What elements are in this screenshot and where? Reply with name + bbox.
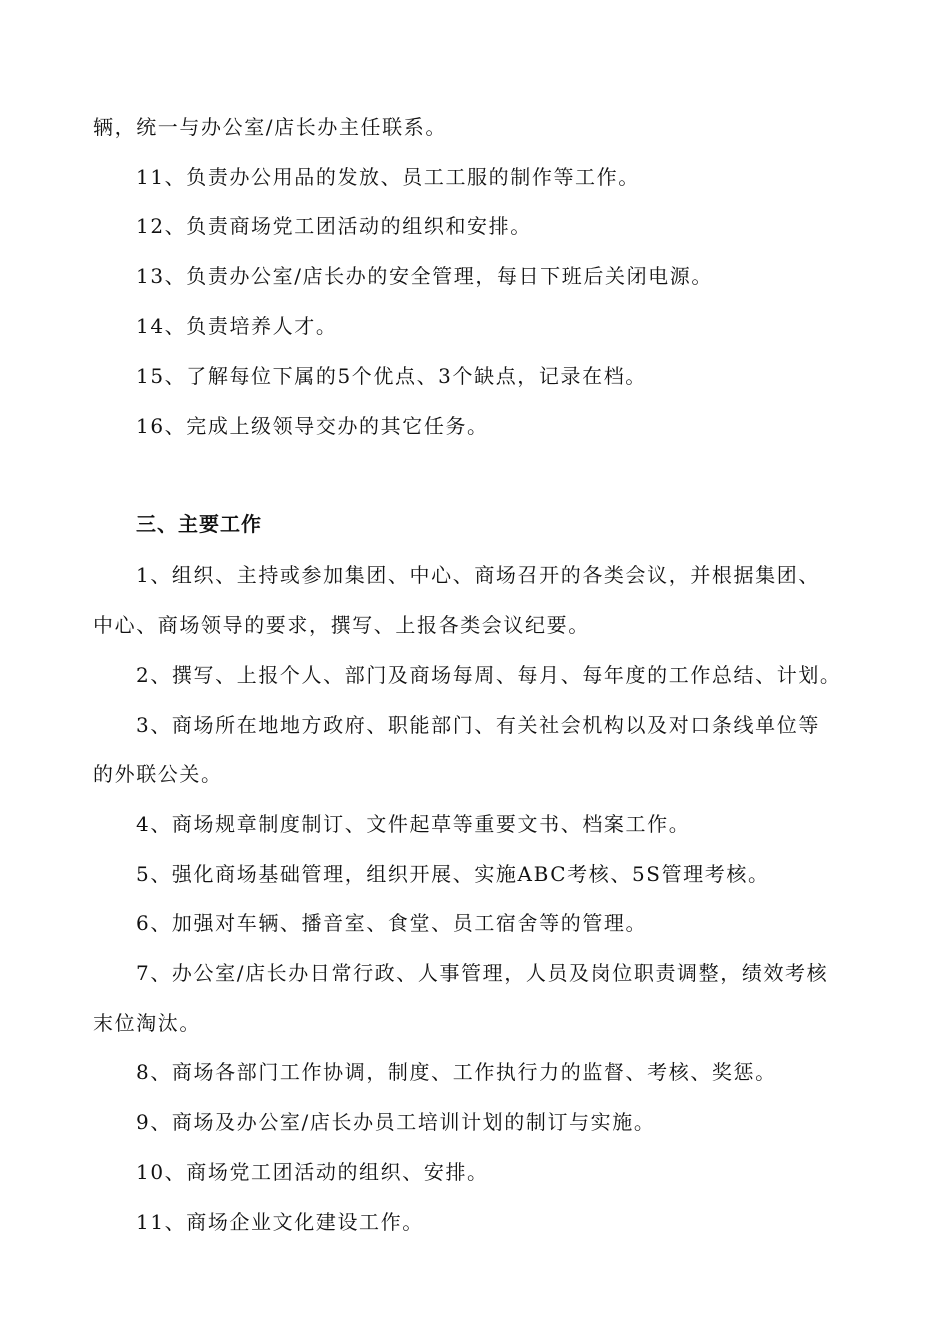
duty-item-11: 11、负责办公用品的发放、员工工服的制作等工作。: [136, 165, 640, 189]
work-item-11: 11、商场企业文化建设工作。: [136, 1210, 424, 1234]
duty-item-13: 13、负责办公室/店长办的安全管理，每日下班后关闭电源。: [136, 264, 713, 288]
work-item-10: 10、商场党工团活动的组织、安排。: [136, 1160, 489, 1184]
work-item-1-cont: 中心、商场领导的要求，撰写、上报各类会议纪要。: [93, 613, 590, 637]
section-heading: 三、主要工作: [136, 512, 262, 536]
work-item-4: 4、商场规章制度制订、文件起草等重要文书、档案工作。: [136, 812, 691, 836]
work-item-3-cont: 的外联公关。: [93, 762, 223, 786]
work-item-2: 2、撰写、上报个人、部门及商场每周、每月、每年度的工作总结、计划。: [136, 663, 842, 687]
work-item-7-cont: 末位淘汰。: [93, 1011, 201, 1035]
work-item-7: 7、办公室/店长办日常行政、人事管理，人员及岗位职责调整，绩效考核: [136, 961, 829, 985]
duty-item-16: 16、完成上级领导交办的其它任务。: [136, 414, 489, 438]
duty-item-15: 15、了解每位下属的5个优点、3个缺点，记录在档。: [136, 364, 647, 388]
work-item-8: 8、商场各部门工作协调，制度、工作执行力的监督、考核、奖惩。: [136, 1060, 777, 1084]
work-item-3: 3、商场所在地地方政府、职能部门、有关社会机构以及对口条线单位等: [136, 713, 820, 737]
work-item-9: 9、商场及办公室/店长办员工培训计划的制订与实施。: [136, 1110, 656, 1134]
work-item-5: 5、强化商场基础管理，组织开展、实施ABC考核、5S管理考核。: [136, 862, 770, 886]
duty-item-14: 14、负责培养人才。: [136, 314, 338, 338]
duty-item-12: 12、负责商场党工团活动的组织和安排。: [136, 214, 532, 238]
work-item-1: 1、组织、主持或参加集团、中心、商场召开的各类会议，并根据集团、: [136, 563, 820, 587]
work-item-6: 6、加强对车辆、播音室、食堂、员工宿舍等的管理。: [136, 911, 648, 935]
continuation-line: 辆，统一与办公室/店长办主任联系。: [93, 115, 447, 139]
